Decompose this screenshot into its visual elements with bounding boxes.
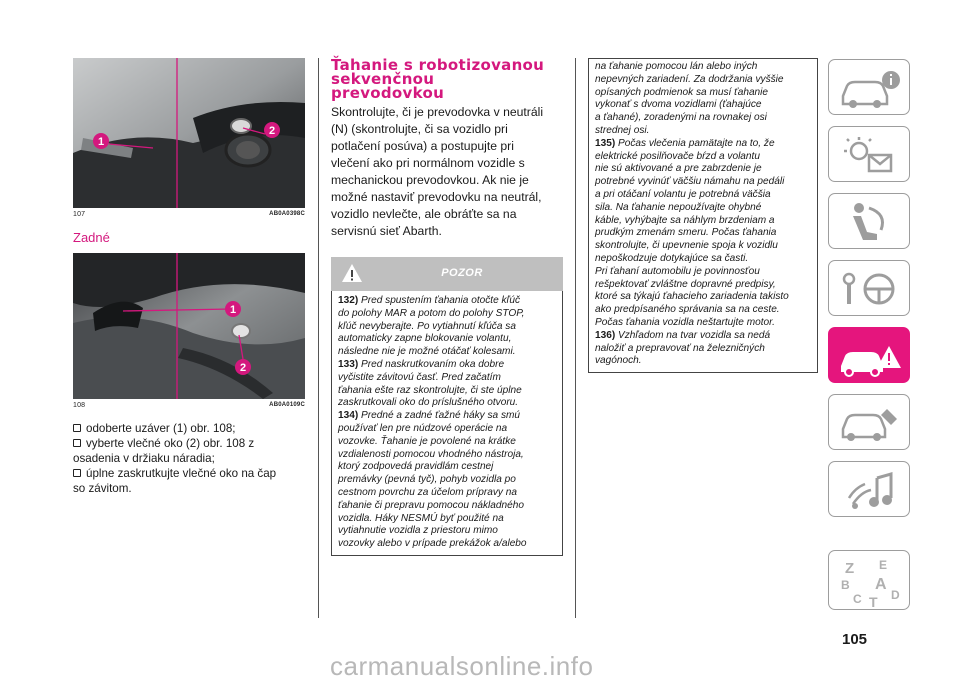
step-item: úplne zaskrutkujte vlečné oko na čap <box>73 466 305 481</box>
figure-107-photo <box>73 58 305 208</box>
column-divider-2 <box>575 58 576 618</box>
warning-header <box>331 257 563 291</box>
nav-tab-dashboard[interactable] <box>828 126 910 182</box>
figure-number: 108 <box>73 402 86 409</box>
checkbox-icon <box>73 439 81 447</box>
figure-code: AB0A0109C <box>269 402 305 408</box>
warning-item: 133) Pred naskrutkovaním oka dobre vyčistite závitovú časť. Pred začatím ťahania ešte raz skontrolujte, či ste úplne zaskrutkovali oko do príslušného otvoru. <box>338 358 522 409</box>
rear-tow-hook-illustration <box>73 253 305 399</box>
step-item: odoberte uzáver (1) obr. 108; <box>73 421 305 436</box>
svg-text:C: C <box>853 592 862 606</box>
watermark: carmanualsonline.info <box>330 651 594 681</box>
column-left <box>73 58 305 496</box>
section-body: Skontrolujte, či je prevodovka v neutráli (N) (skontrolujte, či sa vozidlo pri potlačení posúva) a postupujte pri vlečení ako pri normálnom vozidle s mechanickou prevodovkou. Ak nie je možné nastaviť prevodovku na neutrál, vozidlo nevlečte, ale obráťte sa na servisnú sieť Abarth. <box>331 105 544 238</box>
alphabet-index-icon <box>829 551 911 611</box>
warning-label: POZOR <box>441 267 483 279</box>
step-continuation: osadenia v držiaku náradia; <box>73 452 215 465</box>
front-tow-hook-illustration <box>73 58 305 208</box>
callout-2: 2 <box>239 362 247 374</box>
key-steering-icon <box>829 261 911 317</box>
warning-item: 136) Vzhľadom na tvar vozidla sa nedá naložiť a prepravovať na železničných vagónoch. <box>595 329 771 367</box>
nav-tab-starting[interactable] <box>828 260 910 316</box>
nav-tab-car-info[interactable] <box>828 59 910 115</box>
dashboard-lights-icon <box>829 127 911 183</box>
callout-2: 2 <box>268 125 276 137</box>
figure-108-photo <box>73 253 305 399</box>
warning-continuation: na ťahanie pomocou lán alebo iných nepevných zariadení. Za dodržania vyššie opísaných podmienok sa musí ťahanie vykonať s dvoma vozidlami (ťahajúce a ťahané), zoradenými na rovnakej osi strednej osi. <box>595 61 784 136</box>
step-continuation: so závitom. <box>73 482 132 495</box>
seat-safety-icon <box>829 194 911 250</box>
warning-item: 135) Počas vlečenia pamätajte na to, že elektrické posilňovače bŕzd a volantu nie sú aktivované a pre zabrzdenie je potrebné vyvinúť väčšiu námahu na pedáli a pri otáčaní volantu je potrebná väčšia sila. Na ťahanie nepoužívajte ohybné káble, vyhýbajte sa náhlym brzdeniam a prudkým zmenám smeru. Počas ťahania skontrolujte, či upevnenie spoja k vozidlu nepoškodzuje dotykajúce sa časti. Pri ťahaní automobilu je povinnosťou rešpektovať zvláštne dopravné predpisy, ktoré sa týkajú ťahacieho zariadenia takisto ako predpísaného správania sa na ceste. Počas ťahania vozidla neštartujte motor. <box>595 137 789 328</box>
section-title: Ťahanie s robotizovanou sekvenčnou prevodovkou <box>331 56 545 102</box>
svg-text:D: D <box>891 588 900 602</box>
nav-tab-service[interactable] <box>828 394 910 450</box>
svg-text:A: A <box>875 576 887 593</box>
svg-text:E: E <box>879 558 888 572</box>
figure-number: 107 <box>73 211 86 218</box>
warning-item: 132) Pred spustením ťahania otočte kľúč do polohy MAR a potom do polohy STOP, kľúč nevyberajte. Po vytiahnutí kľúča sa automaticky zapne blokovanie volantu, následne nie je možné otáčať kolesami. <box>338 295 525 358</box>
warning-box <box>331 291 563 556</box>
subheading-rear: Zadné <box>73 230 110 245</box>
column-right <box>588 58 818 373</box>
figure-code: AB0A0398C <box>269 211 305 217</box>
nav-tab-index[interactable] <box>828 550 910 610</box>
svg-text:Z: Z <box>845 560 855 577</box>
svg-text:B: B <box>841 578 850 592</box>
nav-tab-multimedia[interactable] <box>828 461 910 517</box>
figure-107-caption <box>73 211 305 218</box>
nav-tab-emergency[interactable] <box>828 327 910 383</box>
column-middle <box>331 58 563 556</box>
figure-108-caption <box>73 402 305 409</box>
column-divider-1 <box>318 58 319 618</box>
multimedia-icon <box>829 462 911 518</box>
checkbox-icon <box>73 469 81 477</box>
svg-text:T: T <box>869 594 878 610</box>
nav-tab-safety[interactable] <box>828 193 910 249</box>
car-service-icon <box>829 395 911 451</box>
warning-box-continued <box>588 58 818 373</box>
callout-1: 1 <box>229 304 237 316</box>
car-info-icon <box>829 60 911 116</box>
page-number: 105 <box>842 631 868 648</box>
car-breakdown-icon <box>829 328 911 384</box>
step-list <box>73 421 305 496</box>
checkbox-icon <box>73 424 81 432</box>
warning-item: 134) Predné a zadné ťažné háky sa smú používať len pre núdzové operácie na vozovke. Ťahanie je povolené na krátke vzdialenosti pomocou vhodného nástroja, ktorý zodpovedá pravidlám cestnej premávky (pevná tyč), pohyb vozidla po cestnom povrchu za účelom prípravy na ťahanie či prepravu pomocou nákladného vozidla. Háky NESMÚ byť použité na vytiahnutie vozidla z priestoru mimo vozovky alebo v prípade prekážok a/alebo <box>338 410 527 550</box>
callout-1: 1 <box>97 136 105 148</box>
step-item: vyberte vlečné oko (2) obr. 108 z <box>73 436 305 451</box>
